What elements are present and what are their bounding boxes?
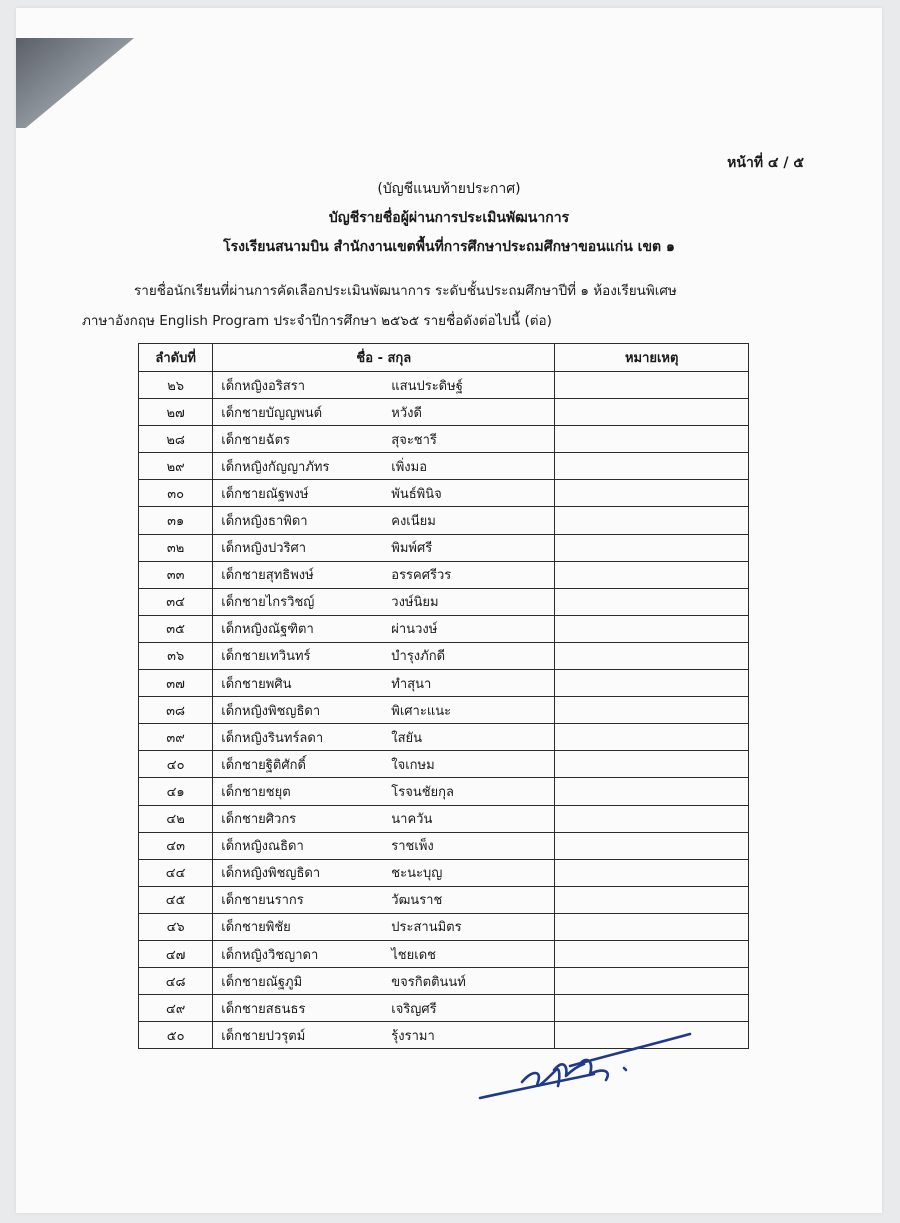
student-last-name: วัฒนราช	[391, 893, 443, 909]
student-name-cell	[213, 534, 555, 561]
student-first-name: เด็กหญิงธาพิดา	[221, 514, 308, 530]
row-number: ๔๙	[139, 995, 213, 1022]
note-cell	[555, 968, 749, 995]
student-last-name: ผ่านวงษ์	[391, 622, 438, 638]
table-row	[139, 534, 749, 561]
table-row	[139, 561, 749, 588]
row-number: ๓๕	[139, 615, 213, 642]
student-name-cell	[213, 697, 555, 724]
table-row	[139, 968, 749, 995]
student-first-name: เด็กหญิงพิชญธิดา	[221, 866, 321, 882]
student-last-name: บำรุงภักดี	[391, 649, 446, 665]
note-cell	[555, 724, 749, 751]
page-curl-shadow	[16, 8, 146, 128]
student-last-name: ราชเพ็ง	[391, 839, 434, 855]
row-number: ๔๑	[139, 778, 213, 805]
table-header-row	[139, 344, 749, 372]
row-number: ๔๖	[139, 913, 213, 940]
row-number: ๔๓	[139, 832, 213, 859]
student-last-name: พิเศาะแนะ	[391, 703, 452, 719]
student-last-name: หวังดี	[391, 405, 422, 421]
student-first-name: เด็กชายพศิน	[221, 676, 292, 692]
note-cell	[555, 670, 749, 697]
note-cell	[555, 859, 749, 886]
student-last-name: ชะนะบุญ	[391, 866, 443, 882]
note-cell	[555, 507, 749, 534]
student-last-name: โรจนชัยกุล	[391, 784, 455, 800]
table-row	[139, 995, 749, 1022]
table-row	[139, 480, 749, 507]
note-cell	[555, 751, 749, 778]
note-cell	[555, 886, 749, 913]
table-row	[139, 588, 749, 615]
student-first-name: เด็กชายฐิติศักดิ์	[221, 757, 306, 773]
note-cell	[555, 940, 749, 967]
table-row	[139, 615, 749, 642]
row-number: ๒๖	[139, 372, 213, 399]
student-name-cell	[213, 805, 555, 832]
table-row	[139, 940, 749, 967]
intro-line-2: ภาษาอังกฤษ English Program ประจำปีการศึกษา ๒๕๖๕ รายชื่อดังต่อไปนี้ (ต่อ)	[82, 313, 552, 329]
page-number: หน้าที่ ๔ / ๕	[727, 155, 804, 171]
table-row	[139, 453, 749, 480]
row-number: ๔๕	[139, 886, 213, 913]
student-first-name: เด็กชายณัฐภูมิ	[221, 974, 303, 990]
row-number: ๒๗	[139, 399, 213, 426]
note-cell	[555, 805, 749, 832]
student-name-cell	[213, 886, 555, 913]
table-row	[139, 913, 749, 940]
student-last-name: เพิ่งมอ	[391, 459, 428, 475]
student-first-name: เด็กชายนรากร	[221, 893, 304, 909]
table-row	[139, 642, 749, 669]
attachment-label: (บัญชีแนบท้ายประกาศ)	[377, 181, 521, 197]
student-last-name: อรรคศรีวร	[391, 568, 452, 584]
student-first-name: เด็กหญิงพิชญธิดา	[221, 703, 321, 719]
student-last-name: ประสานมิตร	[391, 920, 462, 936]
student-last-name: รุ้งรามา	[391, 1028, 435, 1044]
row-number: ๓๗	[139, 670, 213, 697]
row-number: ๓๘	[139, 697, 213, 724]
student-name-cell	[213, 670, 555, 697]
document-page	[16, 8, 882, 1213]
student-last-name: พันธ์พินิจ	[391, 486, 442, 502]
table-row	[139, 886, 749, 913]
note-cell	[555, 642, 749, 669]
student-last-name: พิมพ์ศรี	[391, 541, 433, 557]
signature	[476, 1030, 706, 1110]
student-last-name: ทำสุนา	[391, 676, 432, 692]
student-first-name: เด็กหญิงปวริศา	[221, 541, 307, 557]
student-name-cell	[213, 615, 555, 642]
note-cell	[555, 426, 749, 453]
table-row	[139, 426, 749, 453]
row-number: ๓๒	[139, 534, 213, 561]
row-number: ๓๐	[139, 480, 213, 507]
table-row	[139, 805, 749, 832]
student-first-name: เด็กหญิงรินทร์ลดา	[221, 730, 324, 746]
student-first-name: เด็กหญิงวิชญาดา	[221, 947, 319, 963]
student-last-name: ใจเกษม	[391, 757, 435, 773]
note-cell	[555, 778, 749, 805]
row-number: ๓๓	[139, 561, 213, 588]
student-first-name: เด็กชายไกรวิชญ์	[221, 595, 315, 611]
note-cell	[555, 995, 749, 1022]
row-number: ๔๘	[139, 968, 213, 995]
student-last-name: ไชยเดช	[391, 947, 436, 963]
row-number: ๓๔	[139, 588, 213, 615]
note-cell	[555, 453, 749, 480]
student-name-cell	[213, 751, 555, 778]
table-row	[139, 724, 749, 751]
row-number: ๔๗	[139, 940, 213, 967]
student-first-name: เด็กหญิงณธิดา	[221, 839, 304, 855]
student-first-name: เด็กชายปวรุตม์	[221, 1028, 306, 1044]
table-row	[139, 507, 749, 534]
student-first-name: เด็กหญิงอริสรา	[221, 378, 306, 394]
student-last-name: นาควัน	[391, 812, 433, 828]
student-last-name: ใสยัน	[391, 730, 423, 746]
row-number: ๕๐	[139, 1022, 213, 1049]
student-name-cell	[213, 372, 555, 399]
note-cell	[555, 832, 749, 859]
student-name-cell	[213, 588, 555, 615]
row-number: ๓๖	[139, 642, 213, 669]
student-name-cell	[213, 480, 555, 507]
note-cell	[555, 480, 749, 507]
document-title: บัญชีรายชื่อผู้ผ่านการประเมินพัฒนาการ	[328, 210, 570, 226]
student-name-cell	[213, 453, 555, 480]
student-first-name: เด็กหญิงกัญญาภัทร	[221, 459, 330, 475]
student-last-name: ขจรกิตตินนท์	[391, 974, 466, 990]
student-last-name: เจริญศรี	[391, 1001, 437, 1017]
student-last-name: วงษ์นิยม	[391, 595, 439, 611]
student-name-cell	[213, 859, 555, 886]
student-name-cell	[213, 724, 555, 751]
student-last-name: สุจะชารี	[391, 432, 437, 448]
student-roster-table	[138, 343, 749, 1049]
note-cell	[555, 615, 749, 642]
header-note: หมายเหตุ	[555, 344, 749, 372]
school-name: โรงเรียนสนามบิน สำนักงานเขตพื้นที่การศึกษาประถมศึกษาขอนแก่น เขต ๑	[223, 239, 675, 255]
student-last-name: แสนประดิษฐ์	[391, 378, 463, 394]
student-name-cell	[213, 642, 555, 669]
student-name-cell	[213, 778, 555, 805]
row-number: ๒๙	[139, 453, 213, 480]
note-cell	[555, 534, 749, 561]
student-name-cell	[213, 913, 555, 940]
student-name-cell	[213, 426, 555, 453]
table-row	[139, 859, 749, 886]
student-name-cell	[213, 940, 555, 967]
row-number: ๓๑	[139, 507, 213, 534]
student-name-cell	[213, 561, 555, 588]
header-no: ลำดับที่	[139, 344, 213, 372]
note-cell	[555, 588, 749, 615]
student-first-name: เด็กชายบัญญพนต์	[221, 405, 323, 421]
student-first-name: เด็กชายสธนธร	[221, 1001, 306, 1017]
student-name-cell	[213, 968, 555, 995]
table-body	[139, 372, 749, 1049]
student-first-name: เด็กชายชยุต	[221, 784, 291, 800]
student-first-name: เด็กชายสุทธิพงษ์	[221, 568, 314, 584]
student-name-cell	[213, 995, 555, 1022]
row-number: ๒๘	[139, 426, 213, 453]
student-first-name: เด็กชายศิวกร	[221, 812, 297, 828]
student-last-name: คงเนียม	[391, 514, 436, 530]
student-first-name: เด็กชายพิชัย	[221, 920, 291, 936]
student-first-name: เด็กชายฉัตร	[221, 432, 291, 448]
student-name-cell	[213, 399, 555, 426]
note-cell	[555, 372, 749, 399]
intro-line-1: รายชื่อนักเรียนที่ผ่านการคัดเลือกประเมินพัฒนาการ ระดับชั้นประถมศึกษาปีที่ ๑ ห้องเรียนพิเศษ	[134, 283, 677, 299]
row-number: ๔๔	[139, 859, 213, 886]
table-row	[139, 399, 749, 426]
table-row	[139, 697, 749, 724]
student-first-name: เด็กชายเทวินทร์	[221, 649, 311, 665]
note-cell	[555, 561, 749, 588]
header-name: ชื่อ - สกุล	[213, 344, 555, 372]
row-number: ๔๒	[139, 805, 213, 832]
table-row	[139, 372, 749, 399]
note-cell	[555, 399, 749, 426]
note-cell	[555, 697, 749, 724]
table-row	[139, 832, 749, 859]
student-name-cell	[213, 507, 555, 534]
table-row	[139, 778, 749, 805]
table-row	[139, 670, 749, 697]
student-first-name: เด็กหญิงณัฐฑิตา	[221, 622, 314, 638]
student-first-name: เด็กชายณัฐพงษ์	[221, 486, 309, 502]
row-number: ๓๙	[139, 724, 213, 751]
table-row	[139, 751, 749, 778]
student-name-cell	[213, 832, 555, 859]
note-cell	[555, 913, 749, 940]
row-number: ๔๐	[139, 751, 213, 778]
